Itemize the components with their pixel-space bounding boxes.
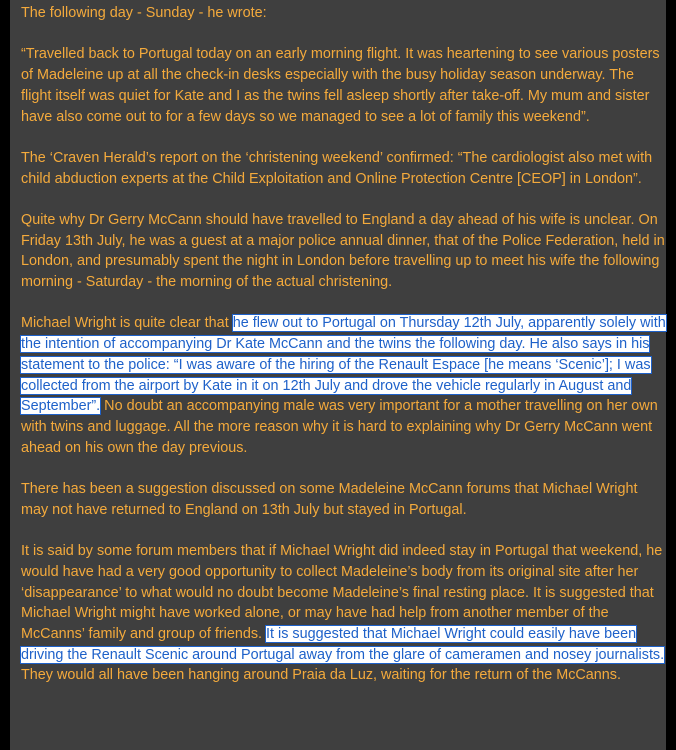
text-segment: Michael Wright is quite clear that <box>21 315 233 332</box>
paragraph-quote-flight: “Travelled back to Portugal today on an early morning flight. It was heartening to see various posters of Madeleine up at all the check-in desks especially with the busy holiday season underway. The flight itself was quiet for Kate and I as the twins fell asleep shortly after take-off. My mum and sister have also come out to for a few days so we managed to see a lot of family this weekend”. <box>21 46 660 125</box>
paragraph-forum-members <box>21 541 666 686</box>
selected-text[interactable]: It is suggested that Michael Wright could easily have been driving the Renault Scenic around Portugal away from the glare of cameramen and nosey journalists. <box>21 626 665 663</box>
paragraph-craven-herald: The ‘Craven Herald’s report on the ‘christening weekend’ confirmed: “The cardiologist also met with child abduction experts at the Child Exploitation and Online Protection Centre [CEOP] in London”. <box>21 149 653 187</box>
paragraph-michael-wright <box>21 313 666 458</box>
paragraph-intro: The following day - Sunday - he wrote: <box>21 5 267 21</box>
text-segment: No doubt an accompanying male was very important for a mother travelling on her own with twins and luggage. All the more reason why it is hard to explaining why Dr Gerry McCann went ahead on his own the day previous. <box>21 398 658 456</box>
selected-text[interactable]: he flew out to Portugal on Thursday 12th July, apparently solely with the intention of accompanying Dr Kate McCann and the twins the following day. He also says in his statement to the police: “I was aware of the hiring of the Renault Espace [he means ‘Scenic’]; I was collected from the airport by Kate in it on 12th July and drove the vehicle regularly in August and September”. <box>21 315 666 415</box>
text-segment: They would all have been hanging around Praia da Luz, waiting for the return of the McCanns. <box>21 667 621 684</box>
paragraph-forum-suggestion: There has been a suggestion discussed on some Madeleine McCann forums that Michael Wright may not have returned to England on 13th July but stayed in Portugal. <box>21 481 638 518</box>
article-body <box>21 3 666 707</box>
paragraph-gerry-travel: Quite why Dr Gerry McCann should have travelled to England a day ahead of his wife is unclear. On Friday 13th July, he was a guest at a major police annual dinner, that of the Police Federation, held in London, and presumably spent the night in London before travelling up to meet his wife the following morning - Saturday - the morning of the actual christening. <box>21 211 665 291</box>
text-segment: It is said by some forum members that if Michael Wright did indeed stay in Portugal that weekend, he would have had a very good opportunity to collect Madeleine’s body from its original site after her ‘disappearance’ to what would no doubt become Madeleine’s final resting place. It is suggested that Michael Wright might have worked alone, or may have had help from another member of the McCanns’ family and group of friends. <box>21 543 663 642</box>
article-panel <box>10 0 666 750</box>
